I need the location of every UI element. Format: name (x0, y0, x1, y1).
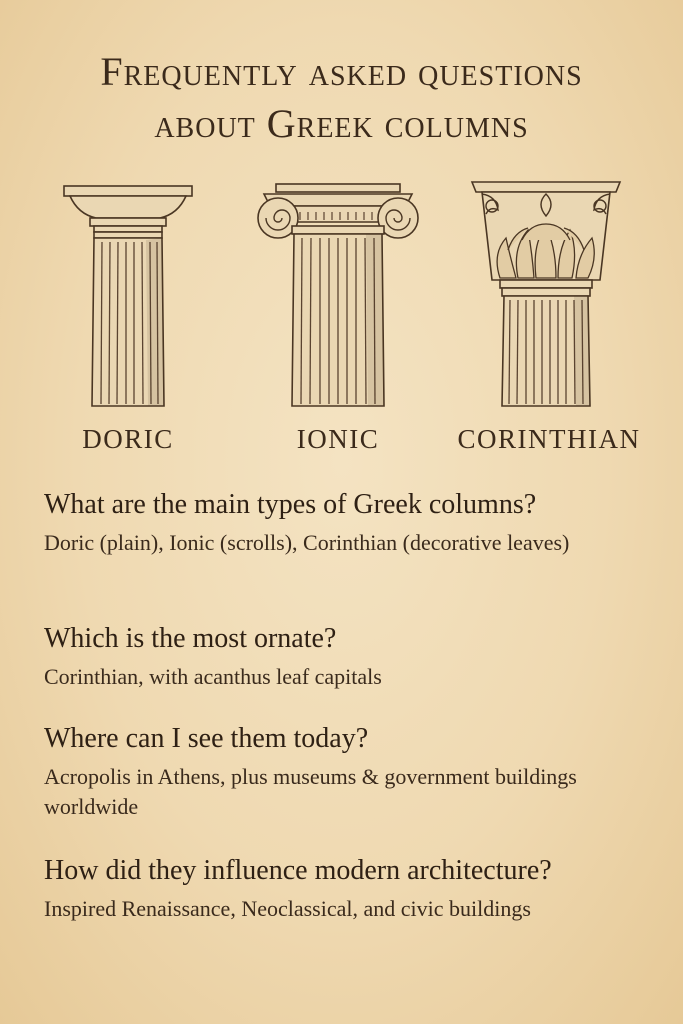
title-line-2: about Greek columns (154, 101, 529, 146)
title-line-1: Frequently asked questions (100, 49, 583, 94)
faq-answer: Acropolis in Athens, plus museums & government buildings worldwide (44, 764, 577, 819)
faq-item-1 (44, 488, 674, 558)
faq-item-2 (44, 622, 674, 692)
corinthian-column-illustration (470, 180, 622, 412)
doric-column-illustration (60, 180, 196, 412)
faq-item-4 (44, 854, 674, 924)
faq-question: What are the main types of Greek columns? (44, 489, 537, 520)
ionic-label: IONIC (296, 424, 380, 454)
corinthian-label: CORINTHIAN (457, 424, 641, 454)
ionic-column-illustration (256, 180, 420, 412)
faq-answer: Inspired Renaissance, Neoclassical, and civic buildings (44, 896, 531, 921)
faq-item-3 (44, 722, 674, 822)
faq-question: Where can I see them today? (44, 723, 369, 754)
doric-label: DORIC (82, 424, 174, 454)
faq-answer: Doric (plain), Ionic (scrolls), Corinthian (decorative leaves) (44, 530, 570, 555)
faq-question: Which is the most ornate? (44, 623, 337, 654)
faq-answer: Corinthian, with acanthus leaf capitals (44, 664, 382, 689)
page-title (0, 46, 683, 150)
faq-question: How did they influence modern architecture? (44, 855, 552, 886)
